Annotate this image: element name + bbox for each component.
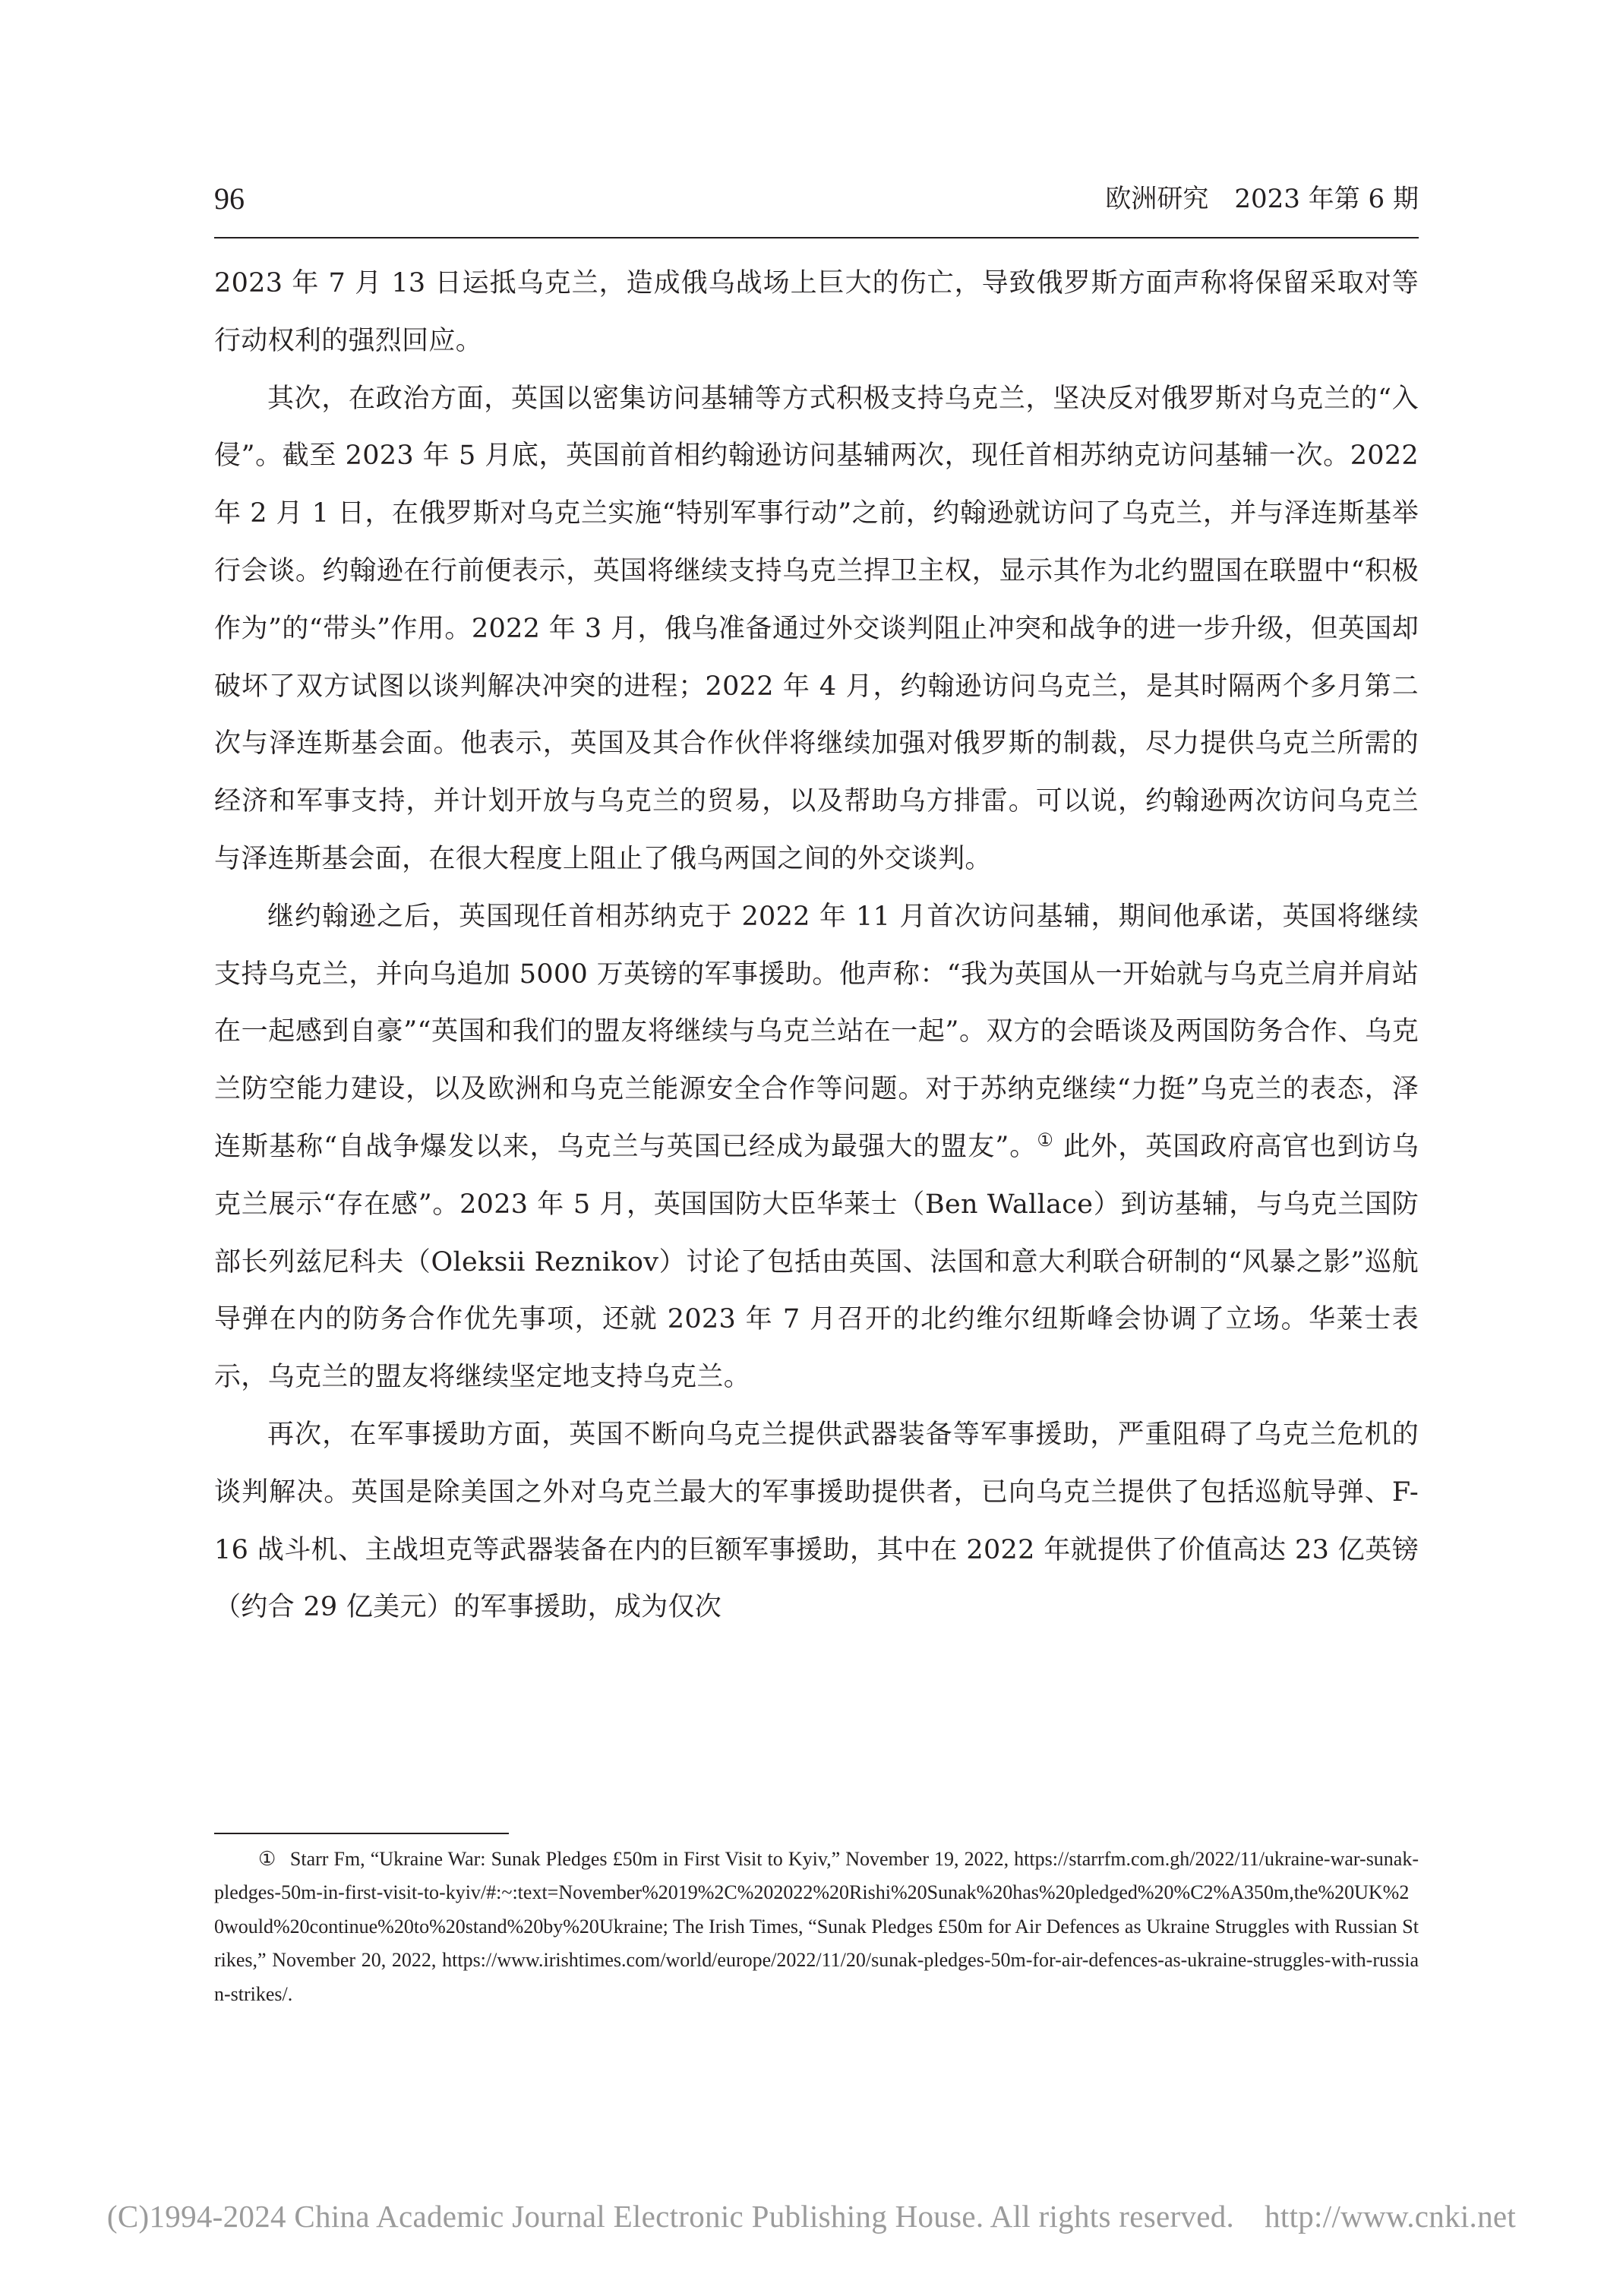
journal-issue-label [1105,176,1419,222]
body-paragraph: 再次，在军事援助方面，英国不断向乌克兰提供武器装备等军事援助，严重阻碍了乌克兰危机的谈判解决。英国是除美国之外对乌克兰最大的军事援助提供者，已向乌克兰提供了包括巡航导弹、F-16 战斗机、主战坦克等武器装备在内的巨额军事援助，其中在 2022 年就提供了价值高达 23 亿英镑（约合 29 亿美元）的军事援助，成为仅次 [214,1419,1419,1623]
journal-title: 欧洲研究 [1105,184,1209,214]
cnki-link[interactable]: http://www.cnki.net [1265,2199,1517,2234]
article-body [214,255,1419,1637]
footnote-text: Starr Fm, “Ukraine War: Sunak Pledges £50m in First Visit to Kyiv,” November 19, 2022, https://starrfm.com.gh/2022/11/ukraine-war-sunak-pledges-50m-in-first-visit-to-kyiv/#:~:text=November%2019%2C%202022%20Rishi%20Sunak%20has%20pledged%20%C2%A350m,the%20UK%20would%20continue%20to%20stand%20by%20Ukraine; The Irish Times, “Sunak Pledges £50m for Air Defences as Ukraine Struggles with Russian Strikes,” November 20, 2022, https://www.irishtimes.com/world/europe/2022/11/20/sunak-pledges-50m-for-air-defences-as-ukraine-struggles-with-russian-strikes/. [214,1848,1419,2005]
footnote [214,1843,1419,2011]
footnote-separator [214,1833,509,1834]
header-rule [214,237,1419,238]
paragraph-text: 继约翰逊之后，英国现任首相苏纳克于 2022 年 11 月首次访问基辅，期间他承诺，英国将继续支持乌克兰，并向乌追加 5000 万英镑的军事援助。他声称：“我为英国从一开始就与乌克兰肩并肩站在一起感到自豪”“英国和我们的盟友将继续与乌克兰站在一起”。双方的会晤谈及两国防务合作、乌克兰防空能力建设，以及欧洲和乌克兰能源安全合作等问题。对于苏纳克继续“力挺”乌克兰的表态，泽连斯基称“自战争爆发以来，乌克兰与英国已经成为最强大的盟友”。 [214,901,1419,1162]
body-paragraph: 2023 年 7 月 13 日运抵乌克兰，造成俄乌战场上巨大的伤亡，导致俄罗斯方面声称将保留采取对等行动权利的强烈回应。 [214,268,1419,356]
body-paragraph [214,889,1419,1407]
page-number: 96 [214,182,245,216]
body-paragraph: 其次，在政治方面，英国以密集访问基辅等方式积极支持乌克兰，坚决反对俄罗斯对乌克兰的“入侵”。截至 2023 年 5 月底，英国前首相约翰逊访问基辅两次，现任首相苏纳克访问基辅一次。2022 年 2 月 1 日，在俄罗斯对乌克兰实施“特别军事行动”之前，约翰逊就访问了乌克兰，并与泽连斯基举行会谈。约翰逊在行前便表示，英国将继续支持乌克兰捍卫主权，显示其作为北约盟国在联盟中“积极作为”的“带头”作用。2022 年 3 月，俄乌准备通过外交谈判阻止冲突和战争的进一步升级，但英国却破坏了双方试图以谈判解决冲突的进程；2022 年 4 月，约翰逊访问乌克兰，是其时隔两个多月第二次与泽连斯基会面。他表示，英国及其合作伙伴将继续加强对俄罗斯的制裁，尽力提供乌克兰所需的经济和军事支持，并计划开放与乌克兰的贸易，以及帮助乌方排雷。可以说，约翰逊两次访问乌克兰与泽连斯基会面，在很大程度上阻止了俄乌两国之间的外交谈判。 [214,383,1419,874]
running-header [214,176,1419,222]
footnotes [214,1843,1419,2011]
copyright-notice [0,2198,1623,2234]
paragraph-text: 此外，英国政府高官也到访乌克兰展示“存在感”。2023 年 5 月，英国国防大臣华莱士（Ben Wallace）到访基辅，与乌克兰国防部长列兹尼科夫（Oleksii Reznikov）讨论了包括由英国、法国和意大利联合研制的“风暴之影”巡航导弹在内的防务合作优先事项，还就 2023 年 7 月召开的北约维尔纽斯峰会协调了立场。华莱士表示，乌克兰的盟友将继续坚定地支持乌克兰。 [214,1131,1419,1393]
footnote-reference[interactable]: ① [1037,1129,1054,1151]
copyright-text: (C)1994-2024 China Academic Journal Electronic Publishing House. All rights reserved. [106,2199,1235,2234]
footnote-mark: ① [258,1848,276,1870]
issue-label: 2023 年第 6 期 [1234,184,1419,214]
